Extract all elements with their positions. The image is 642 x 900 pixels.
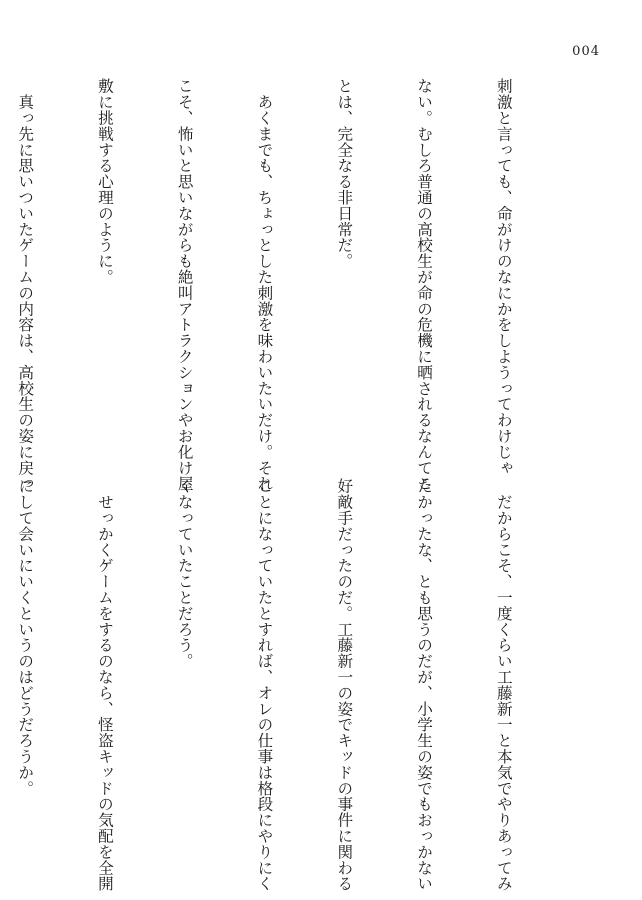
text-line: にして会いにいくというのはどうだろうか。 [16, 478, 35, 796]
page-number: 004 [572, 44, 600, 59]
text-line: だからこそ、一度くらい工藤新一と本気でやりあってみ [494, 478, 513, 892]
text-line: 敷に挑戦する心理のように。 [95, 78, 114, 285]
text-line: 真っ先に思いついたゲームの内容は、高校生の姿に戻っ [16, 78, 35, 492]
text-line: とは、完全なる非日常だ。 [335, 78, 354, 269]
text-line: あくまでも、ちょっとした刺激を味わいたいだけ。それ [255, 78, 274, 492]
text-block-top [0, 78, 570, 492]
text-line: ない。むしろ普通の高校生が命の危機に晒されるなんてこ [415, 78, 434, 492]
text-block-bottom [0, 478, 570, 892]
text-line: 好敵手だったのだ。工藤新一の姿でキッドの事件に関わる [335, 478, 354, 892]
text-line: ことになっていたとすれば、オレの仕事は格段にやりにく [255, 478, 274, 892]
text-line: せっかくゲームをするのなら、怪盗キッドの気配を全開 [95, 478, 114, 892]
text-line: たかったな、とも思うのだが、小学生の姿でもおっかない [415, 478, 434, 892]
text-line: こそ、怖いと思いながらも絶叫アトラクションやお化け屋 [175, 78, 194, 492]
text-line: 刺激と言っても、命がけのなにかをしようってわけじゃ [494, 78, 513, 476]
text-line: くなっていたことだろう。 [175, 478, 194, 669]
